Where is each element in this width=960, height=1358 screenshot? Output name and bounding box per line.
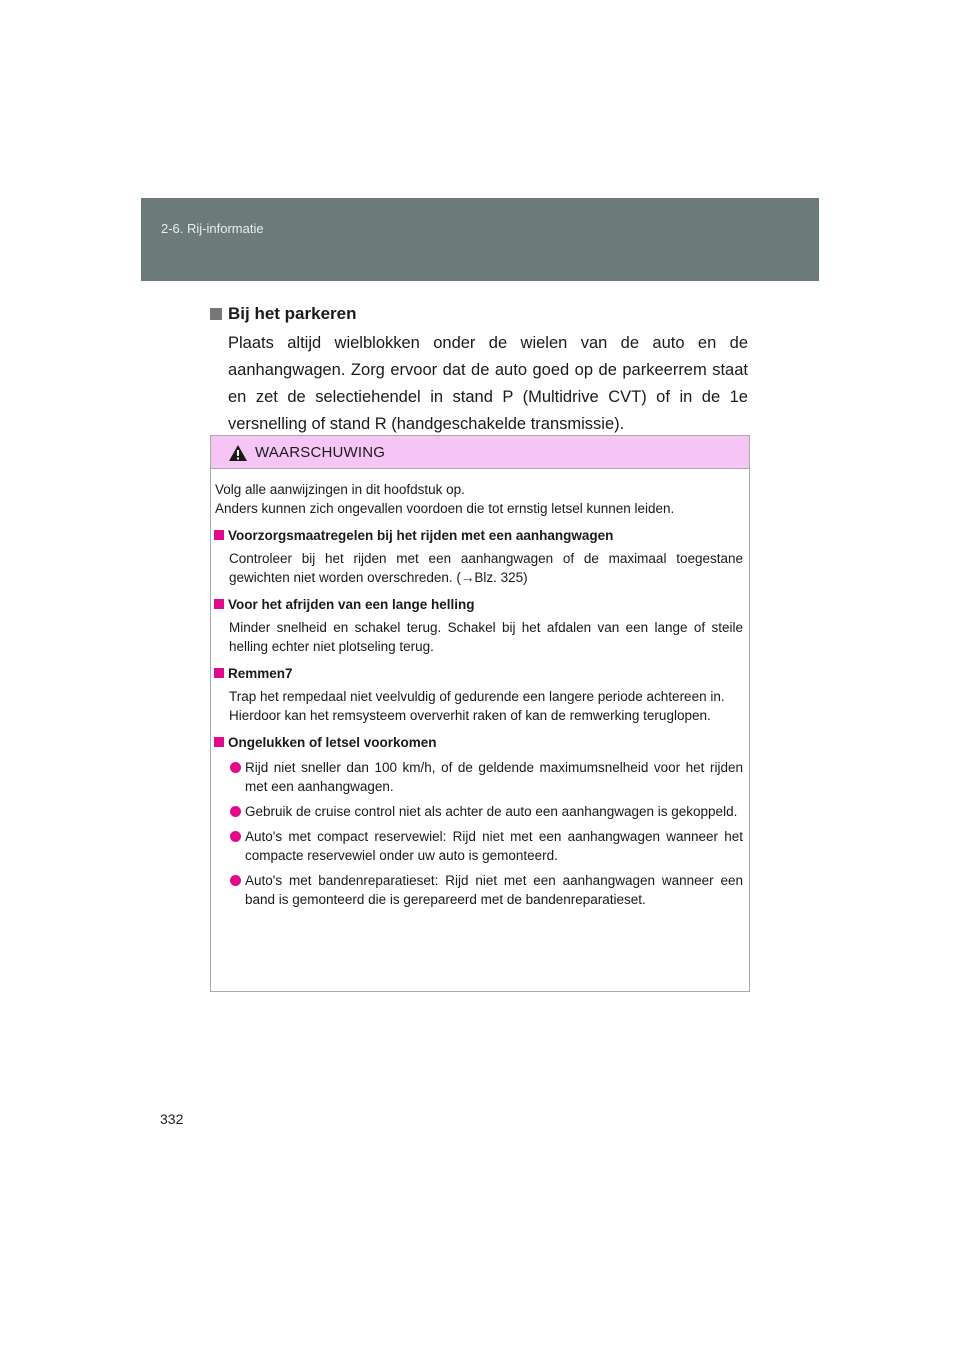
parking-heading — [210, 303, 730, 325]
warning-section-heading-text: Voor het afrijden van een lange helling — [228, 597, 475, 612]
warning-title: WAARSCHUWING — [255, 444, 386, 461]
square-bullet-icon — [214, 737, 224, 747]
circle-bullet-icon — [230, 762, 241, 773]
parking-heading-text: Bij het parkeren — [228, 304, 357, 323]
list-item — [245, 802, 743, 821]
square-bullet-icon — [214, 530, 224, 540]
warning-box — [210, 435, 750, 992]
parking-body: Plaats altijd wielblokken onder de wielen van de auto en de aanhangwagen. Zorg ervoor dat de auto goed op de parkeerrem staat en zet de selectiehendel in stand P (Multidrive CVT) of in de 1e versnelling of stand R (handgeschakelde transmissie). — [228, 334, 748, 433]
square-bullet-icon — [210, 308, 222, 320]
list-item — [245, 758, 743, 796]
warning-section-heading — [214, 595, 742, 614]
warning-intro-line: Anders kunnen zich ongevallen voordoen die tot ernstig letsel kunnen leiden. — [215, 501, 675, 516]
warning-triangle-icon — [228, 444, 248, 462]
warning-section-heading — [214, 733, 742, 752]
square-bullet-icon — [214, 668, 224, 678]
parking-section — [228, 303, 748, 438]
list-item-text: Gebruik de cruise control niet als achter de auto een aanhangwagen is gekoppeld. — [245, 804, 738, 819]
list-item-text: Auto's met compact reservewiel: Rijd niet met een aanhangwagen wanneer het compacte reservewiel onder uw auto is gemonteerd. — [245, 829, 743, 863]
circle-bullet-icon — [230, 806, 241, 817]
warning-section-heading-text: Remmen7 — [228, 666, 293, 681]
warning-section-heading-text: Ongelukken of letsel voorkomen — [228, 735, 437, 750]
page-number: 332 — [160, 1111, 184, 1127]
warning-section-body: Controleer bij het rijden met een aanhangwagen of de maximaal toegestane gewichten niet worden overschreden. (→Blz. 325) — [229, 551, 743, 585]
section-label: 2-6. Rij-informatie — [161, 221, 264, 236]
warning-content — [211, 469, 749, 909]
warning-section-heading-text: Voorzorgsmaatregelen bij het rijden met een aanhangwagen — [228, 528, 614, 543]
circle-bullet-icon — [230, 831, 241, 842]
warning-header — [211, 436, 749, 469]
warning-intro-line: Volg alle aanwijzingen in dit hoofdstuk op. — [215, 482, 465, 497]
list-item-text: Rijd niet sneller dan 100 km/h, of de geldende maximumsnelheid voor het rijden met een aanhangwagen. — [245, 760, 743, 794]
list-item — [245, 827, 743, 865]
warning-section-body: Trap het rempedaal niet veelvuldig of gedurende een langere periode achtereen in. — [229, 689, 725, 704]
warning-section-body: Minder snelheid en schakel terug. Schakel bij het afdalen van een lange of steile helling echter niet plotseling terug. — [229, 620, 743, 654]
warning-section-body: Hierdoor kan het remsysteem oververhit raken of kan de remwerking teruglopen. — [229, 708, 711, 723]
warning-section-heading — [214, 526, 742, 545]
list-item-text: Auto's met bandenreparatieset: Rijd niet met een aanhangwagen wanneer een band is gemonteerd die is gerepareerd met de bandenreparatieset. — [245, 873, 743, 907]
square-bullet-icon — [214, 599, 224, 609]
circle-bullet-icon — [230, 875, 241, 886]
warning-section-heading — [214, 664, 742, 683]
section-header-band — [141, 198, 819, 281]
list-item — [245, 871, 743, 909]
